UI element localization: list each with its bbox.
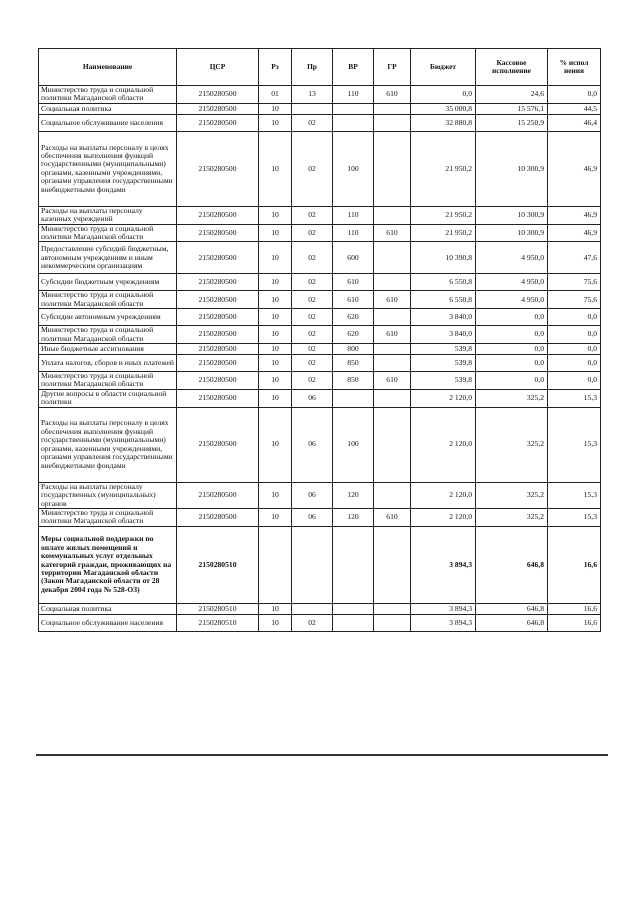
row-rz: 01 [259, 86, 292, 104]
row-name: Расходы на выплаты персоналу в целях обеспечения выполнения функций государственными (муниципальными) органами, казенными учреждениями, органами управления государственными внебюджетными фондами [39, 407, 177, 482]
row-kassa: 0,0 [476, 309, 548, 326]
row-budget: 6 550,8 [411, 274, 476, 291]
row-csr: 2150280500 [177, 355, 259, 372]
table-row [39, 86, 601, 104]
table-row [39, 482, 601, 508]
row-gr [374, 242, 411, 274]
row-gr: 610 [374, 508, 411, 526]
row-kassa: 325,2 [476, 482, 548, 508]
budget-execution-table [38, 48, 601, 632]
row-csr: 2150280500 [177, 103, 259, 114]
row-pr: 02 [292, 291, 333, 309]
row-vr [333, 526, 374, 603]
row-pct: 46,9 [548, 131, 601, 206]
row-name: Социальная политика [39, 103, 177, 114]
row-pct: 0,0 [548, 344, 601, 355]
row-gr [374, 526, 411, 603]
row-kassa: 10 300,9 [476, 131, 548, 206]
row-kassa: 15 250,9 [476, 114, 548, 131]
row-name: Другие вопросы в области социальной политики [39, 389, 177, 407]
row-gr [374, 114, 411, 131]
row-budget: 3 840,0 [411, 309, 476, 326]
row-name: Субсидии бюджетным учреждениям [39, 274, 177, 291]
row-csr: 2150280500 [177, 372, 259, 390]
row-vr: 120 [333, 482, 374, 508]
row-pr [292, 603, 333, 614]
table-row [39, 131, 601, 206]
row-pct: 15,3 [548, 482, 601, 508]
row-rz: 10 [259, 614, 292, 631]
row-pct: 15,3 [548, 508, 601, 526]
row-gr: 610 [374, 86, 411, 104]
row-gr [374, 482, 411, 508]
header-csr: ЦСР [177, 49, 259, 86]
row-pct: 75,6 [548, 291, 601, 309]
row-gr: 610 [374, 326, 411, 344]
header-kassa: Кассовое исполнение [476, 49, 548, 86]
table-row [39, 603, 601, 614]
row-pct: 44,5 [548, 103, 601, 114]
row-rz: 10 [259, 372, 292, 390]
row-pr [292, 526, 333, 603]
row-name: Министерство труда и социальной политики Магаданской области [39, 224, 177, 242]
table-row [39, 242, 601, 274]
table-header-row [39, 49, 601, 86]
row-csr: 2150280500 [177, 274, 259, 291]
row-pct: 46,9 [548, 224, 601, 242]
row-pr: 02 [292, 326, 333, 344]
row-rz: 10 [259, 206, 292, 224]
row-pct: 47,6 [548, 242, 601, 274]
row-pr: 06 [292, 407, 333, 482]
row-vr: 610 [333, 274, 374, 291]
row-name: Расходы на выплаты персоналу казенных учреждений [39, 206, 177, 224]
row-vr: 850 [333, 355, 374, 372]
row-kassa: 4 950,0 [476, 291, 548, 309]
table-row [39, 274, 601, 291]
table-row [39, 309, 601, 326]
table-row [39, 407, 601, 482]
table-row [39, 224, 601, 242]
row-name: Расходы на выплаты персоналу государственных (муниципальных) органов [39, 482, 177, 508]
row-vr: 100 [333, 407, 374, 482]
table-row [39, 344, 601, 355]
table-row [39, 508, 601, 526]
bottom-divider [36, 754, 608, 756]
row-csr: 2150280510 [177, 603, 259, 614]
row-rz: 10 [259, 131, 292, 206]
row-name: Расходы на выплаты персоналу в целях обеспечения выполнения функций государственными (муниципальными) органами, казенными учреждениями, органами управления государственными внебюджетными фондами [39, 131, 177, 206]
row-csr: 2150280500 [177, 309, 259, 326]
row-vr: 110 [333, 224, 374, 242]
row-pr: 02 [292, 344, 333, 355]
table-row [39, 114, 601, 131]
row-vr [333, 603, 374, 614]
row-gr: 610 [374, 224, 411, 242]
row-budget: 3 894,3 [411, 614, 476, 631]
row-gr [374, 344, 411, 355]
row-vr: 850 [333, 372, 374, 390]
row-gr [374, 614, 411, 631]
row-kassa: 646,8 [476, 526, 548, 603]
table-row [39, 614, 601, 631]
row-csr: 2150280510 [177, 526, 259, 603]
row-name: Социальная политика [39, 603, 177, 614]
row-gr [374, 131, 411, 206]
row-name: Министерство труда и социальной политики Магаданской области [39, 372, 177, 390]
table-body [39, 86, 601, 632]
header-name: Наименование [39, 49, 177, 86]
row-budget: 0,0 [411, 86, 476, 104]
row-rz: 10 [259, 309, 292, 326]
row-kassa: 10 300,9 [476, 206, 548, 224]
row-name: Уплата налогов, сборов и иных платежей [39, 355, 177, 372]
row-kassa: 4 950,0 [476, 274, 548, 291]
table-row [39, 326, 601, 344]
row-name: Министерство труда и социальной политики Магаданской области [39, 291, 177, 309]
row-kassa: 0,0 [476, 372, 548, 390]
row-kassa: 325,2 [476, 407, 548, 482]
row-name: Меры социальной поддержки по оплате жилых помещений и коммунальных услуг отдельных категорий граждан, проживающих на территории Магаданской области (Закон Магаданской области от 28 декабря 2004 года № 528-ОЗ) [39, 526, 177, 603]
header-pct: % испол нения [548, 49, 601, 86]
row-pct: 16,6 [548, 526, 601, 603]
row-kassa: 325,2 [476, 508, 548, 526]
row-name: Социальное обслуживание населения [39, 614, 177, 631]
table-row [39, 526, 601, 603]
row-vr: 110 [333, 86, 374, 104]
row-kassa: 325,2 [476, 389, 548, 407]
row-name: Предоставление субсидий бюджетным, автономным учреждениям и иным некоммерческим организациям [39, 242, 177, 274]
row-budget: 3 894,3 [411, 603, 476, 614]
row-kassa: 15 576,1 [476, 103, 548, 114]
row-budget: 539,8 [411, 355, 476, 372]
row-budget: 539,8 [411, 344, 476, 355]
row-pct: 0,0 [548, 326, 601, 344]
row-gr [374, 389, 411, 407]
row-pr: 02 [292, 309, 333, 326]
row-vr [333, 114, 374, 131]
row-csr: 2150280500 [177, 291, 259, 309]
header-vr: ВР [333, 49, 374, 86]
row-pr: 02 [292, 355, 333, 372]
row-vr: 800 [333, 344, 374, 355]
row-vr [333, 103, 374, 114]
row-name: Министерство труда и социальной политики Магаданской области [39, 508, 177, 526]
row-rz: 10 [259, 508, 292, 526]
row-csr: 2150280500 [177, 114, 259, 131]
row-csr: 2150280510 [177, 614, 259, 631]
row-budget: 3 840,0 [411, 326, 476, 344]
row-budget: 10 390,8 [411, 242, 476, 274]
row-rz: 10 [259, 326, 292, 344]
row-rz: 10 [259, 344, 292, 355]
row-rz: 10 [259, 603, 292, 614]
row-budget: 3 894,3 [411, 526, 476, 603]
row-gr: 610 [374, 291, 411, 309]
row-gr [374, 603, 411, 614]
table-row [39, 206, 601, 224]
row-pr [292, 103, 333, 114]
row-pr: 02 [292, 242, 333, 274]
header-budget: Бюджет [411, 49, 476, 86]
row-csr: 2150280500 [177, 242, 259, 274]
row-budget: 539,8 [411, 372, 476, 390]
row-csr: 2150280500 [177, 482, 259, 508]
row-vr: 620 [333, 326, 374, 344]
header-gr: ГР [374, 49, 411, 86]
row-csr: 2150280500 [177, 326, 259, 344]
row-gr [374, 309, 411, 326]
row-rz [259, 526, 292, 603]
row-pct: 0,0 [548, 355, 601, 372]
row-kassa: 0,0 [476, 326, 548, 344]
row-budget: 35 000,8 [411, 103, 476, 114]
row-rz: 10 [259, 103, 292, 114]
table-row [39, 389, 601, 407]
row-gr [374, 355, 411, 372]
row-vr: 600 [333, 242, 374, 274]
row-rz: 10 [259, 224, 292, 242]
row-pr: 02 [292, 614, 333, 631]
table-row [39, 372, 601, 390]
header-rz: Рз [259, 49, 292, 86]
row-pr: 02 [292, 372, 333, 390]
row-vr [333, 614, 374, 631]
row-rz: 10 [259, 242, 292, 274]
row-vr: 610 [333, 291, 374, 309]
row-kassa: 0,0 [476, 355, 548, 372]
row-pr: 02 [292, 224, 333, 242]
row-rz: 10 [259, 274, 292, 291]
row-rz: 10 [259, 389, 292, 407]
row-gr: 610 [374, 372, 411, 390]
row-pct: 15,3 [548, 407, 601, 482]
row-name: Министерство труда и социальной политики Магаданской области [39, 326, 177, 344]
table-row [39, 291, 601, 309]
row-kassa: 24,6 [476, 86, 548, 104]
row-rz: 10 [259, 407, 292, 482]
row-pr: 02 [292, 274, 333, 291]
row-budget: 32 880,8 [411, 114, 476, 131]
row-name: Иные бюджетные ассигнования [39, 344, 177, 355]
row-vr: 110 [333, 206, 374, 224]
row-csr: 2150280500 [177, 131, 259, 206]
row-pct: 0,0 [548, 309, 601, 326]
row-pct: 16,6 [548, 603, 601, 614]
row-vr: 100 [333, 131, 374, 206]
row-csr: 2150280500 [177, 389, 259, 407]
row-kassa: 646,8 [476, 614, 548, 631]
row-csr: 2150280500 [177, 224, 259, 242]
row-budget: 21 950,2 [411, 131, 476, 206]
row-budget: 2 120,0 [411, 407, 476, 482]
row-pr: 06 [292, 508, 333, 526]
row-rz: 10 [259, 291, 292, 309]
row-kassa: 4 950,0 [476, 242, 548, 274]
row-budget: 2 120,0 [411, 508, 476, 526]
row-pr: 02 [292, 131, 333, 206]
row-pct: 15,3 [548, 389, 601, 407]
header-pr: Пр [292, 49, 333, 86]
row-budget: 21 950,2 [411, 224, 476, 242]
row-vr [333, 389, 374, 407]
row-pct: 0,0 [548, 86, 601, 104]
row-csr: 2150280500 [177, 86, 259, 104]
row-budget: 2 120,0 [411, 389, 476, 407]
row-name: Министерство труда и социальной политики Магаданской области [39, 86, 177, 104]
row-csr: 2150280500 [177, 508, 259, 526]
row-rz: 10 [259, 114, 292, 131]
row-pct: 16,6 [548, 614, 601, 631]
row-pr: 06 [292, 389, 333, 407]
row-budget: 21 950,2 [411, 206, 476, 224]
row-gr [374, 206, 411, 224]
row-name: Социальное обслуживание населения [39, 114, 177, 131]
row-pr: 02 [292, 206, 333, 224]
row-pct: 0,0 [548, 372, 601, 390]
row-pr: 13 [292, 86, 333, 104]
row-rz: 10 [259, 355, 292, 372]
row-csr: 2150280500 [177, 407, 259, 482]
row-csr: 2150280500 [177, 344, 259, 355]
row-pr: 02 [292, 114, 333, 131]
row-gr [374, 103, 411, 114]
table-row [39, 355, 601, 372]
row-pct: 46,9 [548, 206, 601, 224]
table-row [39, 103, 601, 114]
row-gr [374, 407, 411, 482]
row-vr: 120 [333, 508, 374, 526]
row-pct: 75,6 [548, 274, 601, 291]
row-pct: 46,4 [548, 114, 601, 131]
row-kassa: 646,8 [476, 603, 548, 614]
row-kassa: 10 300,9 [476, 224, 548, 242]
row-vr: 620 [333, 309, 374, 326]
row-kassa: 0,0 [476, 344, 548, 355]
row-rz: 10 [259, 482, 292, 508]
row-pr: 06 [292, 482, 333, 508]
row-gr [374, 274, 411, 291]
row-csr: 2150280500 [177, 206, 259, 224]
row-name: Субсидии автономным учреждениям [39, 309, 177, 326]
row-budget: 2 120,0 [411, 482, 476, 508]
row-budget: 6 550,8 [411, 291, 476, 309]
